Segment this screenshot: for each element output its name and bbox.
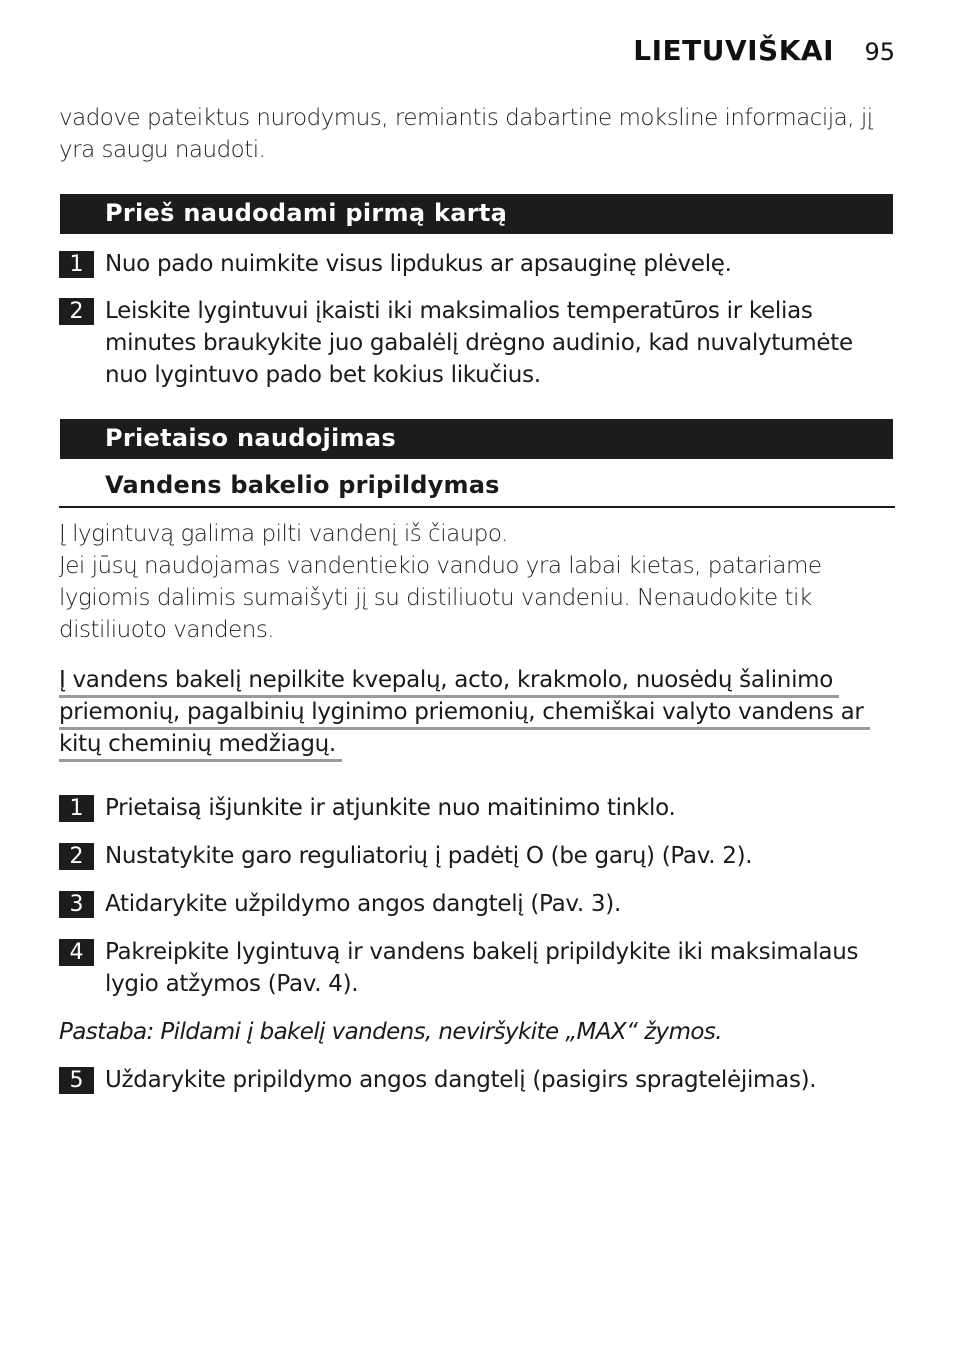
step-line: Nustatykite garo reguliatorių į padėtį O (be garų) (Pav. 2).	[105, 843, 753, 869]
step-text	[105, 840, 895, 872]
step-line: minutes braukykite juo gabalėlį drėgno audinio, kad nuvalytumėte	[105, 330, 853, 356]
note-text: Pastaba: Pildami į bakelį vandens, neviršykite „MAX“ žymos.	[59, 1019, 722, 1045]
section-title: Prietaiso naudojimas	[105, 424, 396, 452]
paragraph-line: Į lygintuvą galima pilti vandenį iš čiaupo.	[59, 521, 508, 547]
step-number-badge: 2	[59, 298, 94, 325]
paragraph-line: lygiomis dalimis sumaišyti jį su distiliuotu vandeniu. Nenaudokite tik	[59, 585, 812, 611]
step-item	[59, 1064, 889, 1096]
step-item	[59, 792, 889, 824]
warning-line: priemonių, pagalbinių lyginimo priemonių, chemiškai valyto vandens ar	[59, 698, 870, 730]
info-paragraph	[59, 518, 889, 646]
page-number: 95	[864, 38, 895, 66]
step-text	[105, 295, 895, 391]
subsection-title: Vandens bakelio pripildymas	[105, 471, 500, 499]
intro-line: vadove pateiktus nurodymus, remiantis dabartine moksline informacija, jį	[59, 105, 873, 131]
step-line: Pakreipkite lygintuvą ir vandens bakelį pripildykite iki maksimalaus	[105, 939, 859, 965]
step-text	[105, 936, 895, 1000]
step-item	[59, 840, 889, 872]
step-number-badge: 1	[59, 251, 94, 278]
warning-text	[59, 664, 889, 760]
step-text	[105, 888, 895, 920]
language-header: LIETUVIŠKAI	[633, 34, 834, 67]
section-heading-first-use	[60, 194, 893, 234]
subsection-heading	[59, 468, 895, 508]
step-line: Leiskite lygintuvui įkaisti iki maksimalios temperatūros ir kelias	[105, 298, 813, 324]
step-number-badge: 3	[59, 891, 94, 918]
paragraph-line: distiliuoto vandens.	[59, 617, 275, 643]
step-text	[105, 248, 895, 280]
paragraph-line: Jei jūsų naudojamas vandentiekio vanduo yra labai kietas, patariame	[59, 553, 822, 579]
step-number-badge: 5	[59, 1067, 94, 1094]
step-line: lygio atžymos (Pav. 4).	[105, 971, 359, 997]
warning-line: kitų cheminių medžiagų.	[59, 730, 342, 762]
step-text	[105, 792, 895, 824]
section-heading-usage	[60, 419, 893, 459]
step-number-badge: 1	[59, 795, 94, 822]
step-item	[59, 295, 889, 391]
step-line: Prietaisą išjunkite ir atjunkite nuo maitinimo tinklo.	[105, 795, 676, 821]
step-text	[105, 1064, 895, 1096]
step-number-badge: 4	[59, 939, 94, 966]
intro-line: yra saugu naudoti.	[59, 137, 266, 163]
step-item	[59, 936, 889, 1000]
warning-line: Į vandens bakelį nepilkite kvepalų, acto, krakmolo, nuosėdų šalinimo	[59, 666, 839, 698]
step-item	[59, 888, 889, 920]
step-item	[59, 248, 889, 280]
step-line: Uždarykite pripildymo angos dangtelį (pasigirs spragtelėjimas).	[105, 1067, 817, 1093]
step-number-badge: 2	[59, 843, 94, 870]
intro-paragraph	[59, 102, 879, 166]
section-title: Prieš naudodami pirmą kartą	[105, 199, 508, 227]
step-line: Atidarykite užpildymo angos dangtelį (Pav. 3).	[105, 891, 621, 917]
step-line: nuo lygintuvo pado bet kokius likučius.	[105, 362, 541, 388]
step-line: Nuo pado nuimkite visus lipdukus ar apsauginę plėvelę.	[105, 251, 732, 277]
